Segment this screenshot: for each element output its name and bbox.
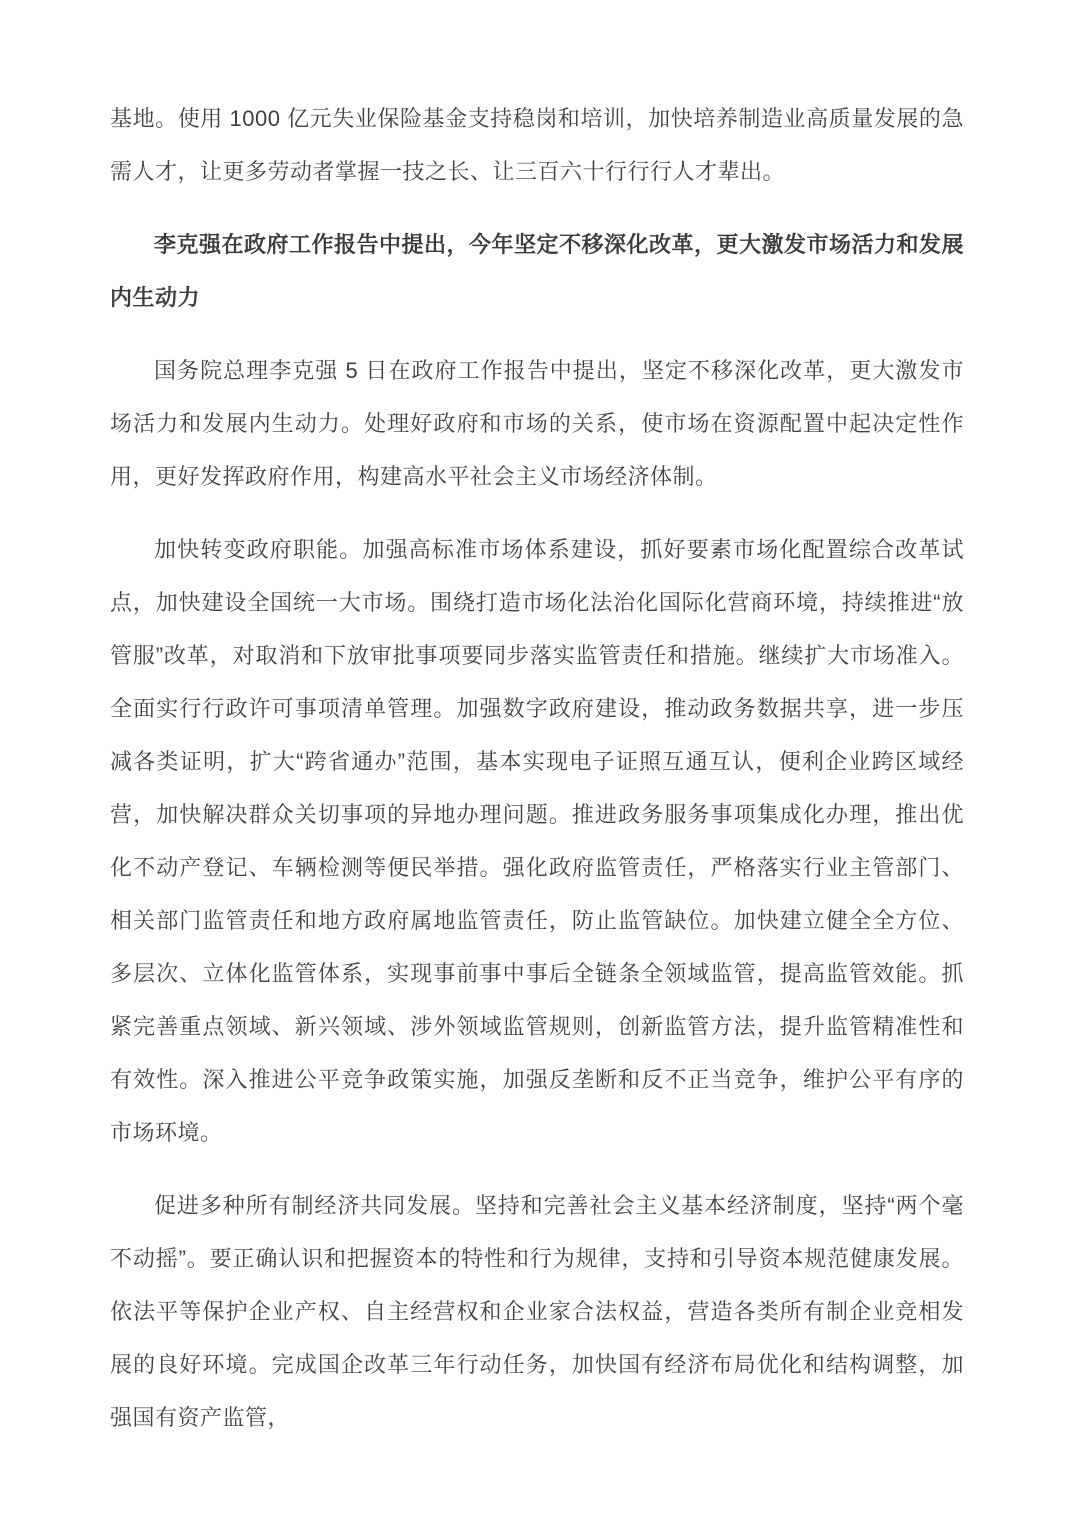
paragraph-government-functions: 加快转变政府职能。加强高标准市场体系建设，抓好要素市场化配置综合改革试点，加快建设全国统一大市场。围绕打造市场化法治化国际化营商环境，持续推进“放管服”改革，对取消和下放审批事项要同步落实监管责任和措施。继续扩大市场准入。全面实行行政许可事项清单管理。加强数字政府建设，推动政务数据共享，进一步压减各类证明，扩大“跨省通办”范围，基本实现电子证照互通互认，便利企业跨区域经营，加快解决群众关切事项的异地办理问题。推进政务服务事项集成化办理，推出优化不动产登记、车辆检测等便民举措。强化政府监管责任，严格落实行业主管部门、相关部门监管责任和地方政府属地监管责任，防止监管缺位。加快建立健全全方位、多层次、立体化监管体系，实现事前事中事后全链条全领域监管，提高监管效能。抓紧完善重点领域、新兴领域、涉外领域监管规则，创新监管方法，提升监管精准性和有效性。深入推进公平竞争政策实施，加强反垄断和反不正当竞争，维护公平有序的市场环境。 (110, 537, 964, 1145)
paragraph-report-summary: 国务院总理李克强 5 日在政府工作报告中提出，坚定不移深化改革，更大激发市场活力和发展内生动力。处理好政府和市场的关系，使市场在资源配置中起决定性作用，更好发挥政府作用，构建高水平社会主义市场经济体制。 (110, 358, 964, 489)
paragraph-ownership-economy: 促进多种所有制经济共同发展。坚持和完善社会主义基本经济制度，坚持“两个毫不动摇”。要正确认识和把握资本的特性和行为规律，支持和引导资本规范健康发展。依法平等保护企业产权、自主经营权和企业家合法权益，营造各类所有制企业竞相发展的良好环境。完成国企改革三年行动任务，加快国有经济布局优化和结构调整，加强国有资产监管， (110, 1193, 964, 1430)
section-heading: 李克强在政府工作报告中提出，今年坚定不移深化改革，更大激发市场活力和发展内生动力 (110, 232, 965, 310)
paragraph-continuation: 基地。使用 1000 亿元失业保险基金支持稳岗和培训，加快培养制造业高质量发展的急需人才，让更多劳动者掌握一技之长、让三百六十行行行人才辈出。 (110, 106, 964, 184)
